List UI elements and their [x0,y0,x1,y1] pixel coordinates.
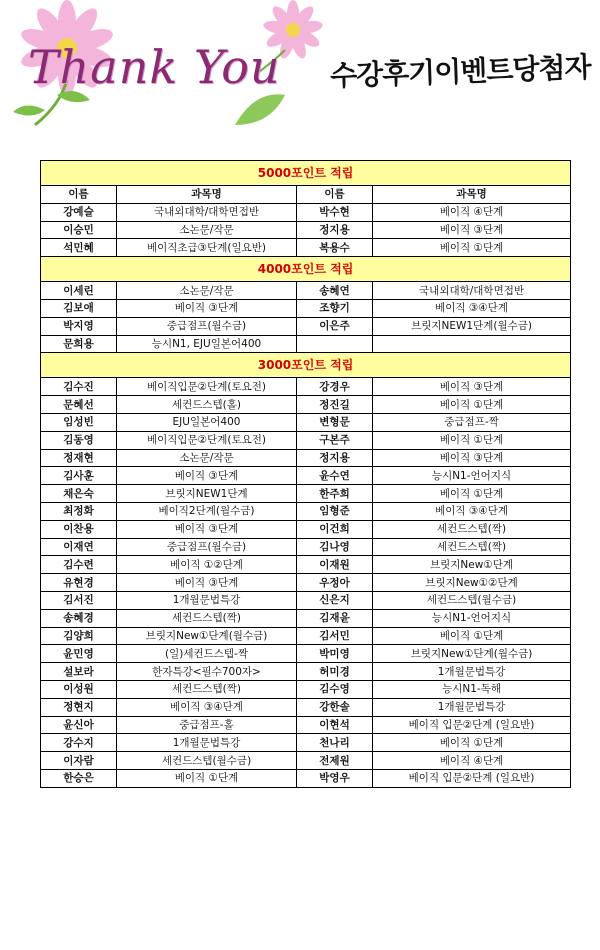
course-name-cell: 베이직 ③④단계 [373,299,571,317]
course-name-cell: 세컨드스텝(짝) [373,520,571,538]
course-name-cell: 한자특강<필수700자> [117,663,297,681]
course-name-cell: 능시N1-언어지식 [373,467,571,485]
course-name-cell: 베이직 ③단계 [117,574,297,592]
winner-name-cell: 한주희 [297,485,373,503]
winner-name-cell: 정재현 [41,449,117,467]
winner-name-cell: 석민혜 [41,239,117,257]
course-name-cell: 소논문/작문 [117,221,297,239]
winner-name-cell: 김수진 [41,378,117,396]
winner-name-cell: 이건희 [297,520,373,538]
course-name-cell: 1개월문법특강 [373,663,571,681]
table-row [41,716,571,734]
winner-name-cell: 설보라 [41,663,117,681]
winner-name-cell: 윤신아 [41,716,117,734]
winner-name-cell: 문혜선 [41,396,117,414]
table-row [41,485,571,503]
winner-name-cell: 김서진 [41,591,117,609]
winner-name-cell: 정지용 [297,221,373,239]
table-row [41,752,571,770]
winner-name-cell: 임형준 [297,502,373,520]
course-name-cell: EJU일본어400 [117,413,297,431]
course-name-cell: 소논문/작문 [117,282,297,300]
course-name-cell: 브릿지New①단계(월수금) [373,645,571,663]
winner-name-cell: 이재원 [297,556,373,574]
table-row [41,396,571,414]
winner-name-cell: 복용수 [297,239,373,257]
section-title: 4000포인트 적립 [41,257,571,282]
winner-name-cell: 박영우 [297,769,373,787]
winner-name-cell [297,335,373,353]
table-row [41,299,571,317]
header-banner [0,0,600,150]
table-row [41,378,571,396]
winner-name-cell: 정진길 [297,396,373,414]
winner-name-cell: 구본주 [297,431,373,449]
winner-name-cell: 김수영 [297,680,373,698]
table-row [41,502,571,520]
course-name-cell: 베이직 ③단계 [373,449,571,467]
course-name-cell: 베이직 ③단계 [117,467,297,485]
winner-name-cell: 박수현 [297,203,373,221]
winner-name-cell: 이세린 [41,282,117,300]
winner-name-cell: 이재연 [41,538,117,556]
winner-name-cell: 박미영 [297,645,373,663]
course-name-cell: 베이직 ①단계 [117,769,297,787]
winner-name-cell: 김보애 [41,299,117,317]
course-name-cell: 세컨드스텝(짝) [117,680,297,698]
table-row [41,627,571,645]
course-name-cell: (일)세컨드스텝-짝 [117,645,297,663]
table-row [41,203,571,221]
course-name-cell: 베이직 ①단계 [373,396,571,414]
table-row [41,239,571,257]
course-name-cell: 베이직 ①단계 [373,485,571,503]
winner-name-cell: 최정화 [41,502,117,520]
course-name-cell: 베이직 ③④단계 [373,502,571,520]
course-name-cell: 1개월문법특강 [373,698,571,716]
section-header-row [41,353,571,378]
table-row [41,317,571,335]
course-name-cell: 세컨드스텝(짝) [373,538,571,556]
winner-name-cell: 송혜연 [297,282,373,300]
table-row [41,769,571,787]
winner-name-cell: 김나영 [297,538,373,556]
course-name-cell: 세컨드스텝(짝) [117,609,297,627]
winner-name-cell: 정현지 [41,698,117,716]
winner-name-cell: 우정아 [297,574,373,592]
course-name-cell: 브릿지NEW1단계 [117,485,297,503]
course-name-cell: 베이직초급③단계(일요반) [117,239,297,257]
table-row [41,520,571,538]
course-name-cell: 베이직 ①②단계 [117,556,297,574]
course-name-cell: 1개월문법특강 [117,734,297,752]
table-row [41,698,571,716]
winner-name-cell: 이은주 [297,317,373,335]
course-name-cell: 중급점프(월수금) [117,538,297,556]
course-name-cell: 베이직 ③단계 [373,221,571,239]
table-row [41,556,571,574]
winners-table [40,160,571,788]
table-row [41,680,571,698]
course-name-cell: 1개월문법특강 [117,591,297,609]
winner-name-cell: 신은지 [297,591,373,609]
column-header-row [41,186,571,204]
course-name-cell: 중급점프-홀 [117,716,297,734]
section-title: 5000포인트 적립 [41,161,571,186]
course-name-cell: 베이직 ③단계 [117,299,297,317]
course-name-cell: 베이직 입문②단계 (일요반) [373,716,571,734]
table-row [41,431,571,449]
course-name-cell: 베이직 ①단계 [373,627,571,645]
table-row [41,574,571,592]
winner-name-cell: 천나리 [297,734,373,752]
winner-name-cell: 이승민 [41,221,117,239]
column-header-name: 이름 [297,186,373,204]
winner-name-cell: 김수련 [41,556,117,574]
course-name-cell: 베이직 ④단계 [373,203,571,221]
section-header-row [41,161,571,186]
winner-name-cell: 김서민 [297,627,373,645]
winner-name-cell: 정지용 [297,449,373,467]
column-header-course: 과목명 [117,186,297,204]
course-name-cell: 중급점프(월수금) [117,317,297,335]
winner-name-cell: 조향기 [297,299,373,317]
course-name-cell: 브릿지New①단계(월수금) [117,627,297,645]
winner-name-cell: 문희용 [41,335,117,353]
winner-name-cell: 허미경 [297,663,373,681]
course-name-cell: 베이직입문②단계(토요전) [117,431,297,449]
winner-name-cell: 박지영 [41,317,117,335]
course-name-cell: 세컨드스텝(월수금) [117,752,297,770]
course-name-cell: 브릿지New①단계 [373,556,571,574]
table-row [41,221,571,239]
course-name-cell: 능시N1-언어지식 [373,609,571,627]
column-header-name: 이름 [41,186,117,204]
course-name-cell: 베이직 ④단계 [373,752,571,770]
winner-name-cell: 이찬용 [41,520,117,538]
table-row [41,734,571,752]
winner-name-cell: 윤수연 [297,467,373,485]
course-name-cell: 능시N1, EJU일본어400 [117,335,297,353]
course-name-cell: 세컨드스텝(월수금) [373,591,571,609]
winner-name-cell: 강경우 [297,378,373,396]
table-row [41,663,571,681]
table-row [41,609,571,627]
course-name-cell: 능시N1-독해 [373,680,571,698]
winner-name-cell: 김사훈 [41,467,117,485]
course-name-cell: 국내외대학/대학면접반 [117,203,297,221]
winner-name-cell: 전제원 [297,752,373,770]
winner-name-cell: 임성빈 [41,413,117,431]
table-row [41,538,571,556]
winner-name-cell: 이현석 [297,716,373,734]
winner-name-cell: 이자람 [41,752,117,770]
winner-name-cell: 송혜경 [41,609,117,627]
table-row [41,282,571,300]
course-name-cell: 베이직 ③④단계 [117,698,297,716]
winner-name-cell: 김양희 [41,627,117,645]
course-name-cell: 세컨드스텝(홀) [117,396,297,414]
course-name-cell: 베이직 ③단계 [373,378,571,396]
course-name-cell: 소논문/작문 [117,449,297,467]
column-header-course: 과목명 [373,186,571,204]
course-name-cell [373,335,571,353]
section-title: 3000포인트 적립 [41,353,571,378]
course-name-cell: 베이직 ③단계 [117,520,297,538]
table-row [41,591,571,609]
winner-name-cell: 강수지 [41,734,117,752]
winner-name-cell: 채은숙 [41,485,117,503]
winner-name-cell: 강예슬 [41,203,117,221]
section-header-row [41,257,571,282]
table-row [41,413,571,431]
table-row [41,449,571,467]
course-name-cell: 브릿지New①②단계 [373,574,571,592]
course-name-cell: 베이직2단계(월수금) [117,502,297,520]
winner-name-cell: 변형문 [297,413,373,431]
course-name-cell: 베이직 ①단계 [373,734,571,752]
course-name-cell: 베이직 입문②단계 (일요반) [373,769,571,787]
table-row [41,335,571,353]
course-name-cell: 베이직입문②단계(토요전) [117,378,297,396]
course-name-cell: 브릿지NEW1단계(월수금) [373,317,571,335]
thank-you-title: Thank You [28,40,281,94]
winner-name-cell: 한승은 [41,769,117,787]
winner-name-cell: 유현경 [41,574,117,592]
winner-name-cell: 김재윤 [297,609,373,627]
course-name-cell: 국내외대학/대학면접반 [373,282,571,300]
course-name-cell: 중급점프-짝 [373,413,571,431]
winners-table-body [41,161,571,788]
table-row [41,645,571,663]
table-row [41,467,571,485]
winner-name-cell: 윤민영 [41,645,117,663]
course-name-cell: 베이직 ①단계 [373,239,571,257]
event-title: 수강후기이벤트당첨자 [329,50,592,93]
winner-name-cell: 김동영 [41,431,117,449]
winner-name-cell: 이성원 [41,680,117,698]
course-name-cell: 베이직 ①단계 [373,431,571,449]
winner-name-cell: 강한솔 [297,698,373,716]
